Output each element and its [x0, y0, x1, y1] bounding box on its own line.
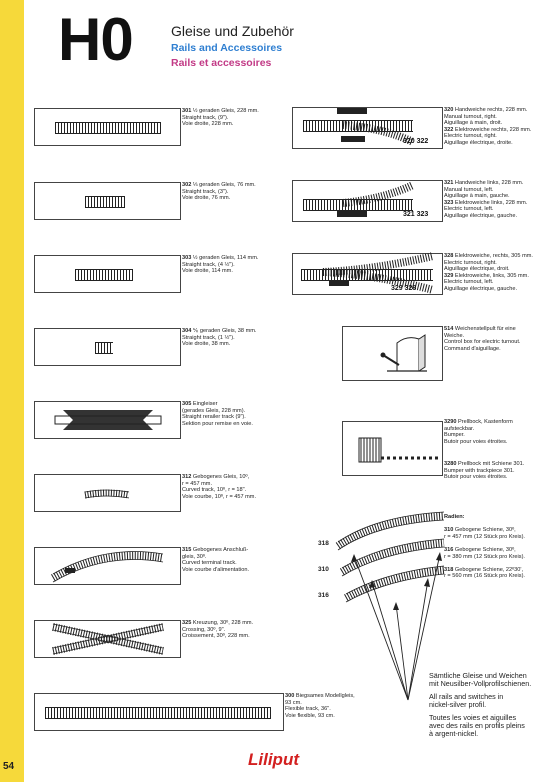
- product-desc-514: 514 Weichenstellpult für eine Weiche. Control box for electric turnout. Command d'aiguillage.: [444, 326, 521, 352]
- radien-block: Radien: 310 Gebogene Schiene, 30º, r = 457 mm (12 Stück pro Kreis). 316 Gebogene Schiene, 30º, r = 380 mm (12 Stück pro Kreis). 318 Gebogene Schiene, 22º30', r = 560 mm (16 Stück pro Kreis).: [444, 514, 525, 580]
- catalog-page: [24, 0, 550, 782]
- product-desc-325: 325 Kreuzung, 30º, 228 mm. Crossing, 30º, 9". Croissement, 30º, 228 mm.: [182, 620, 254, 640]
- product-desc-304: 304 ⅙ geraden Gleis, 38 mm. Straight track, (1 ½"). Voie droite, 38 mm.: [182, 328, 257, 348]
- product-desc-301: 301 ½ geraden Gleis, 228 mm. Straight track, (9"). Voie droite, 228 mm.: [182, 108, 259, 128]
- brand-logo: Liliput: [248, 750, 299, 769]
- product-desc-320-322: 320 Handweiche rechts, 228 mm. Manual turnout, right. Aiguillage à main, droit. 322 Elektroweiche rechts, 228 mm. Electric turnout, right. Aiguillage électrique, droite.: [444, 107, 532, 146]
- radius-curves-diagram: [24, 0, 550, 782]
- scale-logo: H0: [58, 6, 133, 73]
- product-desc-312: 312 Gebogenes Gleis, 10º, r = 457 mm. Curved track, 10º, r = 18". Voie courbe, 10º, r = 457 mm.: [182, 474, 257, 500]
- product-desc-3280: 3280 Prellbock mit Schiene 301. Bumper with trackpiece 301. Butoir pour voies étroites.: [444, 461, 525, 481]
- title-german: Gleise und Zubehör: [171, 23, 294, 39]
- product-desc-3290: 3290 Prellbock, Kastenform aufsteckbar. Bumper. Butoir pour voies étroites.: [444, 419, 513, 445]
- title-french: Rails et accessoires: [171, 57, 272, 69]
- product-desc-328-329: 328 Elektroweiche, rechts, 305 mm. Electric turnout, right. Aiguillage électrique, droit. 329 Elektroweiche, links, 305 mm. Electric turnout, left. Aiguillage électrique, gauche.: [444, 253, 533, 292]
- radius-label-316: 316: [318, 592, 329, 599]
- title-english: Rails and Accessoires: [171, 42, 283, 54]
- radius-label-318: 318: [318, 540, 329, 547]
- figure-number: 321 323: [403, 211, 429, 218]
- radius-label-310: 310: [318, 566, 329, 573]
- footnote: Sämtliche Gleise und Weichen mit Neusilber-Vollprofilschienen. All rails and switches in nickel-silver profil. Toutes les voies et aiguilles avec des rails en profils pleins à argent-nickel.: [429, 671, 532, 739]
- product-desc-321-323: 321 Handweiche links, 228 mm. Manual turnout, left. Aiguillage à main, gauche. 323 Elektroweiche links, 228 mm. Electric turnout, left. Aiguillage électrique, gauche.: [444, 180, 528, 219]
- figure-number: 329 328: [391, 285, 417, 292]
- product-desc-305: 305 Eingleiser (gerades Gleis, 228 mm). Straight rerailer track (9"). Sektion pour remise en voie.: [182, 401, 253, 427]
- product-desc-300: 300 Biegsames Modellgleis, 93 cm. Flexible track, 36". Voie flexible, 93 cm.: [285, 693, 355, 719]
- product-desc-303: 303 ½ geraden Gleis, 114 mm. Straight track, (4 ½"). Voie droite, 114 mm.: [182, 255, 259, 275]
- figure-number: 320 322: [403, 138, 429, 145]
- product-desc-315: 315 Gebogenes Anschluß- gleis, 30º. Curved terminal track. Voie courbe d'alimentation.: [182, 547, 249, 573]
- product-desc-302: 302 ⅓ geraden Gleis, 76 mm. Straight track, (3"). Voie droite, 76 mm.: [182, 182, 256, 202]
- page-number: 54: [3, 761, 15, 772]
